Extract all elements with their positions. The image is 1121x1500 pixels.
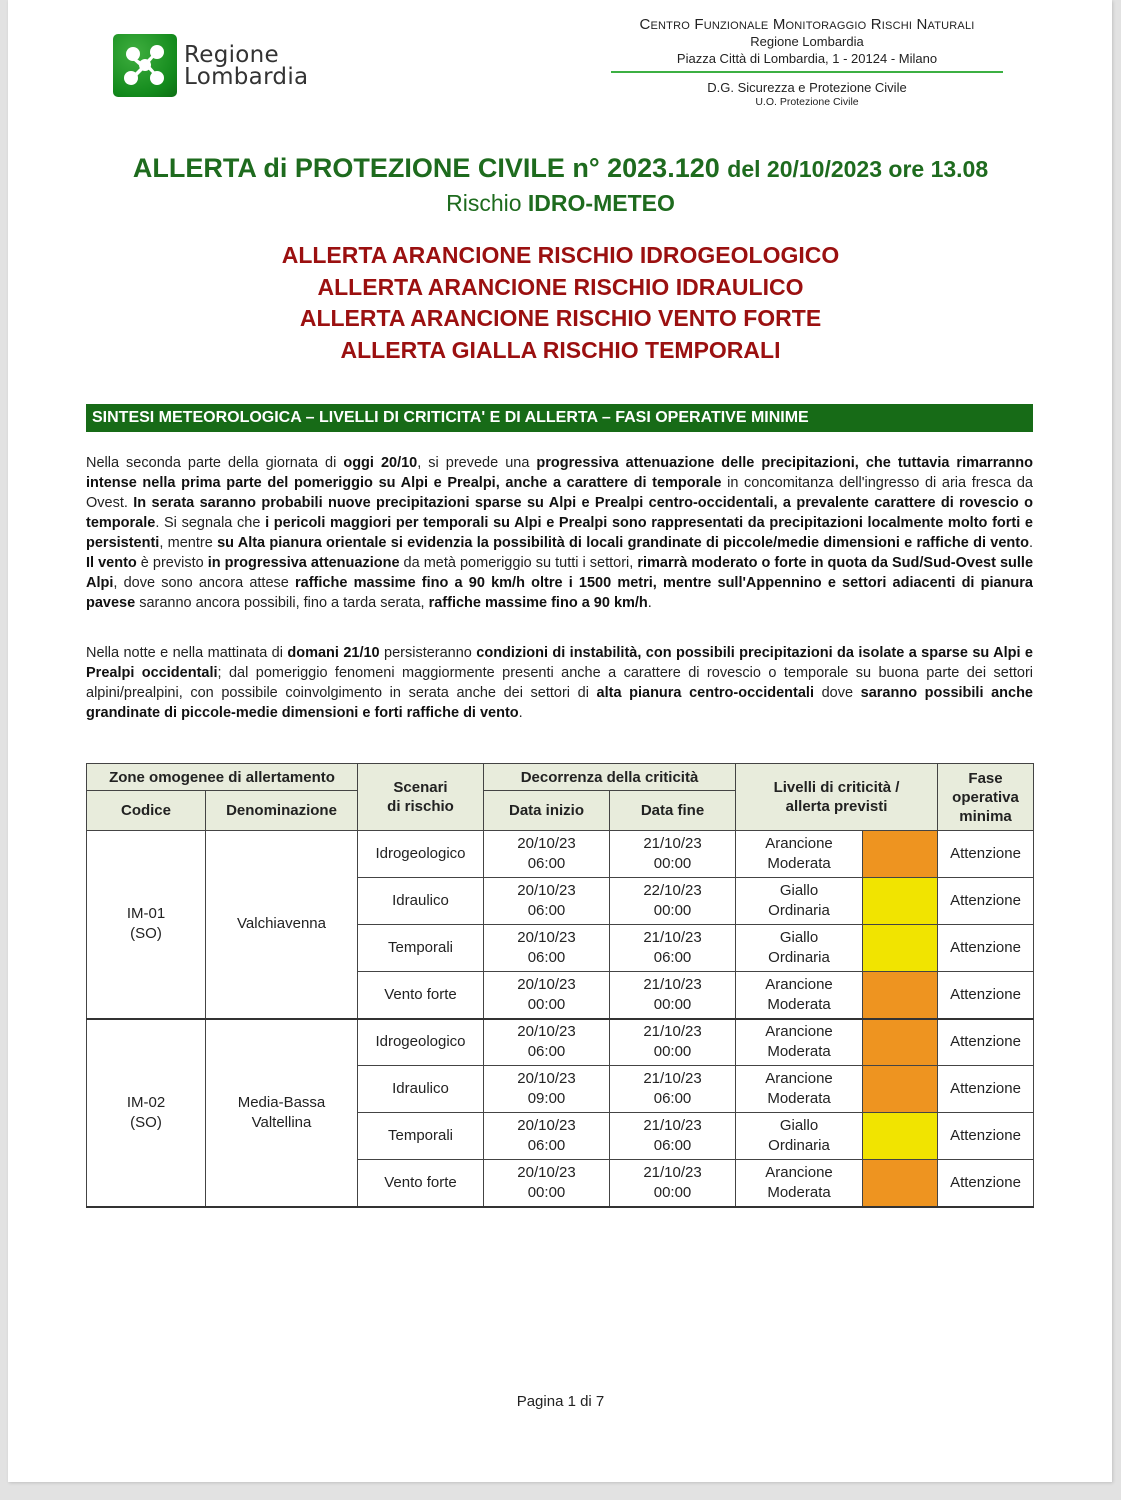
start-date: 20/10/23: [517, 835, 576, 852]
level-name: Arancione: [765, 835, 833, 852]
page-number: Pagina 1 di 7: [516, 1393, 605, 1410]
paragraph-bold-run: saranno possibili anche grandinate di piccole-medie dimensioni e forti raffiche di vento: [86, 685, 1033, 721]
table-row: [87, 1019, 1034, 1066]
header-phase-line3: minima: [959, 807, 1012, 825]
regione-lombardia-logo: [113, 34, 308, 97]
start-cell: [484, 972, 610, 1019]
start-date: 20/10/23: [517, 975, 576, 993]
header-phase-line1: Fase: [968, 769, 1003, 787]
paragraph-run: in concomitanza dell'ingresso di aria fresca da Ovest.: [86, 475, 1033, 511]
level-color-swatch: [863, 1113, 938, 1160]
zone-code-cell: [87, 1019, 206, 1207]
level-color-swatch: [863, 925, 938, 972]
end-date: 21/10/23: [643, 1070, 702, 1087]
start-cell: [484, 1160, 610, 1207]
start-cell: [484, 1066, 610, 1113]
phase-cell: [938, 972, 1034, 1019]
level-name: Arancione: [765, 1070, 833, 1087]
start-cell: [484, 1019, 610, 1066]
paragraph-bold-run: in progressiva attenuazione: [207, 555, 400, 571]
start-date: 20/10/23: [517, 1070, 576, 1087]
level-name: Giallo: [779, 1117, 819, 1134]
alert-number: ALLERTA di PROTEZIONE CIVILE n° 2023.120: [132, 153, 720, 183]
level-name: Arancione: [765, 1163, 833, 1181]
criticity-name: Moderata: [767, 1043, 831, 1061]
paragraph-run: .: [1028, 535, 1033, 551]
end-time: 06:00: [653, 1090, 692, 1107]
operative-phase: Attenzione: [950, 1033, 1021, 1051]
paragraph-run: dove: [814, 685, 861, 701]
logo-text-line2: Lombardia: [184, 63, 309, 90]
start-date: 20/10/23: [517, 929, 576, 946]
phase-cell: [938, 1113, 1034, 1160]
end-cell: [610, 1160, 736, 1207]
phase-cell: [938, 878, 1034, 925]
end-cell: [610, 972, 736, 1019]
paragraph-bold-run: alta pianura centro-occidentali: [596, 685, 814, 701]
paragraph-run: ; dal pomeriggio fenomeni maggiormente presenti anche a carattere di rovescio o temporale su buona parte dei settori alpini/prealpini, con possibile coinvolgimento in serata anche dei settori di: [86, 665, 1033, 701]
level-color-swatch: [863, 1066, 938, 1113]
center-name: Centro Funzionale Monitoraggio Rischi Naturali: [639, 16, 975, 33]
end-cell: [610, 1113, 736, 1160]
start-time: 06:00: [527, 855, 566, 872]
end-time: 00:00: [653, 1183, 692, 1201]
header-zone: Zone omogenee di allertamento: [87, 764, 358, 791]
department: D.G. Sicurezza e Protezione Civile: [707, 80, 907, 95]
unit: U.O. Protezione Civile: [755, 96, 859, 108]
zone-code: IM-02: [126, 1093, 166, 1111]
risk-type-value: IDRO-METEO: [527, 190, 675, 216]
level-name: Giallo: [779, 929, 819, 946]
header-code: Codice: [87, 791, 206, 831]
criticity-name: Ordinaria: [768, 1137, 830, 1154]
level-cell: [736, 1113, 863, 1160]
paragraph-run: è previsto: [136, 555, 208, 571]
paragraph-run: , dove sono ancora attese: [113, 575, 296, 591]
section-title: SINTESI METEOROLOGICA – LIVELLI DI CRITICITA' E DI ALLERTA – FASI OPERATIVE MINIME: [86, 404, 1033, 432]
header-levels-line1: Livelli di criticità /: [773, 779, 900, 796]
end-date: 21/10/23: [643, 929, 702, 946]
level-color-swatch: [863, 1160, 938, 1207]
paragraph-bold-run: oggi 20/10: [343, 455, 418, 471]
logo-text: [184, 41, 309, 90]
zone-name-line1: Media-Bassa: [237, 1093, 326, 1111]
phase-cell: [938, 925, 1034, 972]
forecast-paragraph-tomorrow: [86, 643, 1033, 723]
paragraph-run: persisteranno: [379, 645, 477, 661]
scenario-cell: [358, 831, 484, 878]
start-date: 20/10/23: [517, 1163, 576, 1181]
level-cell: [736, 1160, 863, 1207]
paragraph-bold-run: domani 21/10: [287, 645, 380, 661]
criticity-name: Moderata: [767, 1090, 831, 1107]
phase-cell: [938, 1066, 1034, 1113]
scenario-cell: [358, 878, 484, 925]
risk-prefix: Rischio: [446, 190, 522, 216]
header-levels-line2: allerta previsti: [785, 798, 888, 815]
scenario-cell: [358, 1113, 484, 1160]
end-cell: [610, 831, 736, 878]
alert-title: [0, 153, 1121, 184]
paragraph-bold-run: i pericoli maggiori per temporali su Alpi e Prealpi sono rappresentati da precipitazioni localmente molto forti e persistenti: [86, 515, 1033, 551]
zone-name-line2: Valtellina: [251, 1113, 312, 1131]
alert-levels-list: [0, 240, 1121, 366]
criticity-table-body: [87, 831, 1034, 1207]
end-date: 21/10/23: [643, 975, 702, 993]
criticity-name: Moderata: [767, 995, 831, 1013]
operative-phase: Attenzione: [950, 892, 1021, 909]
zone-province: (SO): [130, 1113, 162, 1131]
start-time: 06:00: [527, 1043, 566, 1061]
regione-lombardia-rosa-camuna-icon: [113, 34, 177, 97]
start-time: 06:00: [527, 949, 566, 966]
level-cell: [736, 972, 863, 1019]
table-row: [87, 831, 1034, 878]
end-date: 21/10/23: [643, 1163, 702, 1181]
header-phase-line2: operativa: [952, 788, 1019, 806]
zone-code: IM-01: [126, 905, 166, 923]
logo-text-line1: Regione: [184, 41, 279, 68]
start-date: 20/10/23: [517, 1117, 576, 1134]
start-time: 00:00: [527, 1183, 566, 1201]
scenario-cell: [358, 925, 484, 972]
scenario-cell: [358, 1019, 484, 1066]
header-scenario: [358, 764, 484, 831]
level-color-swatch: [863, 972, 938, 1019]
operative-phase: Attenzione: [950, 985, 1021, 1003]
alert-level-line: ALLERTA ARANCIONE RISCHIO IDRAULICO: [317, 273, 804, 300]
scenario: Idraulico: [392, 892, 449, 909]
paragraph-run: . Si segnala che: [155, 515, 266, 531]
criticity-name: Ordinaria: [768, 902, 830, 919]
end-time: 06:00: [653, 949, 692, 966]
level-color-swatch: [863, 831, 938, 878]
start-cell: [484, 925, 610, 972]
alert-level-line: ALLERTA ARANCIONE RISCHIO IDROGEOLOGICO: [281, 242, 840, 268]
paragraph-run: da metà pomeriggio su tutti i settori,: [399, 555, 638, 571]
start-time: 09:00: [527, 1090, 566, 1107]
zone-province: (SO): [130, 925, 162, 943]
paragraph-run: saranno ancora possibili, fino a tarda serata,: [135, 595, 429, 611]
paragraph-bold-run: progressiva attenuazione delle precipitazioni, che tuttavia rimarranno intense nella prima parte del pomeriggio su Alpi e Prealpi, anche a carattere di temporale: [86, 455, 1033, 491]
region-name: Regione Lombardia: [750, 34, 864, 49]
paragraph-run: , mentre: [159, 535, 218, 551]
operative-phase: Attenzione: [950, 1080, 1021, 1097]
scenario: Temporali: [387, 939, 454, 956]
header-start: Data inizio: [484, 791, 610, 831]
paragraph-run: .: [647, 595, 652, 611]
alert-date: del 20/10/2023 ore 13.08: [727, 156, 989, 182]
start-cell: [484, 878, 610, 925]
level-cell: [736, 1066, 863, 1113]
level-name: Arancione: [765, 1023, 833, 1041]
scenario-cell: [358, 1160, 484, 1207]
start-date: 20/10/23: [517, 1023, 576, 1041]
level-color-swatch: [863, 1019, 938, 1066]
start-date: 20/10/23: [517, 882, 576, 899]
level-color-swatch: [863, 878, 938, 925]
header-divider: [611, 71, 1003, 73]
paragraph-bold-run: condizioni di instabilità, con possibili precipitazioni da isolate a sparse su Alpi e Prealpi occidentali: [86, 645, 1033, 681]
zone-name-cell: [206, 831, 358, 1019]
operative-phase: Attenzione: [950, 939, 1021, 956]
end-date: 21/10/23: [643, 1023, 702, 1041]
paragraph-run: Nella notte e nella mattinata di: [86, 645, 288, 661]
level-cell: [736, 1019, 863, 1066]
end-date: 21/10/23: [643, 835, 702, 852]
end-cell: [610, 878, 736, 925]
header-levels: [736, 764, 938, 831]
paragraph-run: .: [518, 705, 523, 721]
document-page: [8, 0, 1112, 1482]
risk-type: [0, 190, 1121, 217]
scenario-cell: [358, 1066, 484, 1113]
phase-cell: [938, 831, 1034, 878]
alert-level-line: ALLERTA GIALLA RISCHIO TEMPORALI: [340, 336, 781, 363]
level-cell: [736, 831, 863, 878]
paragraph-run: , si prevede una: [417, 455, 537, 471]
phase-cell: [938, 1019, 1034, 1066]
header-scenario-line1: Scenari: [393, 779, 448, 796]
header-period: Decorrenza della criticità: [484, 764, 736, 791]
paragraph-bold-run: rimarrà moderato o forte in quota da Sud/Sud-Ovest sulle Alpi: [86, 555, 1034, 591]
operative-phase: Attenzione: [950, 845, 1021, 862]
address: Piazza Città di Lombardia, 1 - 20124 - Milano: [676, 51, 938, 66]
paragraph-bold-run: raffiche massime fino a 90 km/h oltre i 1500 metri, mentre sull'Appennino e settori adiacenti di pianura pavese: [86, 575, 1033, 611]
end-time: 00:00: [653, 902, 692, 919]
paragraph-bold-run: su Alta pianura orientale si evidenzia la possibilità di locali grandinate di piccole/medie dimensioni e raffiche di vento: [217, 535, 1029, 551]
operative-phase: Attenzione: [950, 1173, 1021, 1191]
header-phase: [938, 764, 1034, 831]
start-cell: [484, 831, 610, 878]
paragraph-bold-run: raffiche massime fino a 90 km/h: [428, 595, 648, 611]
scenario: Vento forte: [384, 1173, 457, 1191]
start-cell: [484, 1113, 610, 1160]
criticity-name: Moderata: [767, 855, 831, 872]
level-name: Arancione: [765, 975, 833, 993]
criticity-table: [86, 763, 1034, 1208]
end-cell: [610, 1019, 736, 1066]
header-name: Denominazione: [206, 791, 358, 831]
header-end: Data fine: [610, 791, 736, 831]
paragraph-bold-run: Il vento: [86, 555, 137, 571]
end-time: 06:00: [653, 1137, 692, 1154]
scenario: Idrogeologico: [375, 845, 466, 862]
paragraph-run: Nella seconda parte della giornata di: [86, 455, 344, 471]
zone-name-line1: Valchiavenna: [237, 915, 326, 933]
end-date: 21/10/23: [643, 1117, 702, 1134]
level-name: Giallo: [779, 882, 819, 899]
zone-name-cell: [206, 1019, 358, 1207]
scenario: Vento forte: [384, 985, 457, 1003]
header-scenario-line2: di rischio: [387, 798, 454, 815]
start-time: 00:00: [527, 995, 566, 1013]
end-time: 00:00: [653, 995, 692, 1013]
alert-level-line: ALLERTA ARANCIONE RISCHIO VENTO FORTE: [299, 305, 822, 331]
end-cell: [610, 1066, 736, 1113]
end-cell: [610, 925, 736, 972]
phase-cell: [938, 1160, 1034, 1207]
zone-code-cell: [87, 831, 206, 1019]
criticity-name: Ordinaria: [768, 949, 830, 966]
end-time: 00:00: [653, 1043, 692, 1061]
scenario: Idrogeologico: [375, 1033, 466, 1051]
criticity-name: Moderata: [767, 1183, 831, 1201]
level-cell: [736, 925, 863, 972]
end-time: 00:00: [653, 855, 692, 872]
issuer-header: [607, 16, 1007, 109]
end-date: 22/10/23: [643, 882, 702, 899]
start-time: 06:00: [527, 902, 566, 919]
scenario: Idraulico: [392, 1080, 449, 1097]
forecast-paragraph-today: [86, 453, 1033, 613]
scenario: Temporali: [387, 1127, 454, 1144]
level-cell: [736, 878, 863, 925]
operative-phase: Attenzione: [950, 1127, 1021, 1144]
paragraph-bold-run: In serata saranno probabili nuove precipitazioni sparse su Alpi e Prealpi centro-occidentali, a prevalente carattere di rovescio o temporale: [86, 495, 1033, 531]
scenario-cell: [358, 972, 484, 1019]
start-time: 06:00: [527, 1137, 566, 1154]
